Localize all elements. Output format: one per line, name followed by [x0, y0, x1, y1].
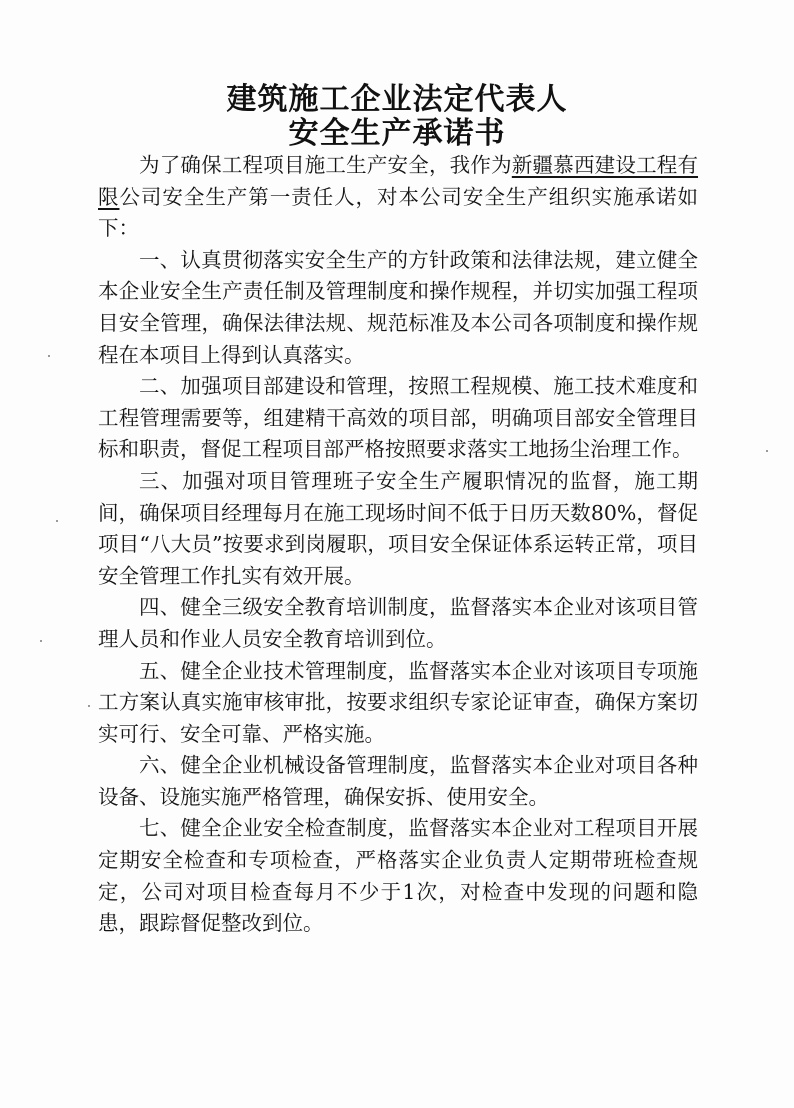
intro-text-pre: 为了确保工程项目施工生产安全，我作为 [139, 153, 512, 177]
commitment-paragraph-5: 五、健全企业技术管理制度，监督落实本企业对该项目专项施工方案认真实施审核审批，按要求组织专家论证审查，确保方案切实可行、安全可靠、严格实施。 [98, 658, 698, 746]
commitment-paragraph-7: 七、健全企业安全检查制度，监督落实本企业对工程项目开展定期安全检查和专项检查，严格落实企业负责人定期带班检查规定，公司对项目检查每月不少于1次，对检查中发现的问题和隐患，跟踪督促整改到位。 [98, 816, 698, 936]
document-body [98, 150, 698, 940]
intro-text-post: 公司安全生产第一责任人，对本公司安全生产组织实施承诺如下： [98, 184, 699, 241]
commitment-paragraph-2: 二、加强项目部建设和管理，按照工程规模、施工技术难度和工程管理需要等，组建精干高效的项目部，明确项目部安全管理目标和职责，督促工程项目部严格按照要求落实工地扬尘治理工作。 [98, 374, 698, 462]
commitment-paragraph-6: 六、健全企业机械设备管理制度，监督落实本企业对项目各种设备、设施实施严格管理，确保安拆、使用安全。 [98, 753, 698, 809]
scan-speck [40, 640, 42, 642]
intro-paragraph [98, 150, 698, 245]
scan-speck [766, 450, 768, 452]
commitment-paragraph-1: 一、认真贯彻落实安全生产的方针政策和法律法规，建立健全本企业安全生产责任制及管理制度和操作规程，并切实加强工程项目安全管理，确保法律法规、规范标准及本公司各项制度和操作规程在本项目上得到认真落实。 [98, 247, 698, 367]
commitment-paragraph-3: 三、加强对项目管理班子安全生产履职情况的监督，施工期间，确保项目经理每月在施工现场时间不低于日历天数80%，督促项目“八大员”按要求到岗履职，项目安全保证体系运转正常，项目安全管理工作扎实有效开展。 [98, 468, 698, 588]
scan-speck [56, 520, 58, 522]
commitment-paragraph-4: 四、健全三级安全教育培训制度，监督落实本企业对该项目管理人员和作业人员安全教育培训到位。 [98, 595, 698, 651]
document-title-line-1: 建筑施工企业法定代表人 [226, 82, 568, 117]
document-title-line-2: 安全生产承诺书 [288, 116, 506, 151]
scan-speck [88, 705, 90, 707]
company-name: 新疆慕西建设工程有限 [98, 153, 699, 209]
scan-speck [48, 355, 50, 357]
